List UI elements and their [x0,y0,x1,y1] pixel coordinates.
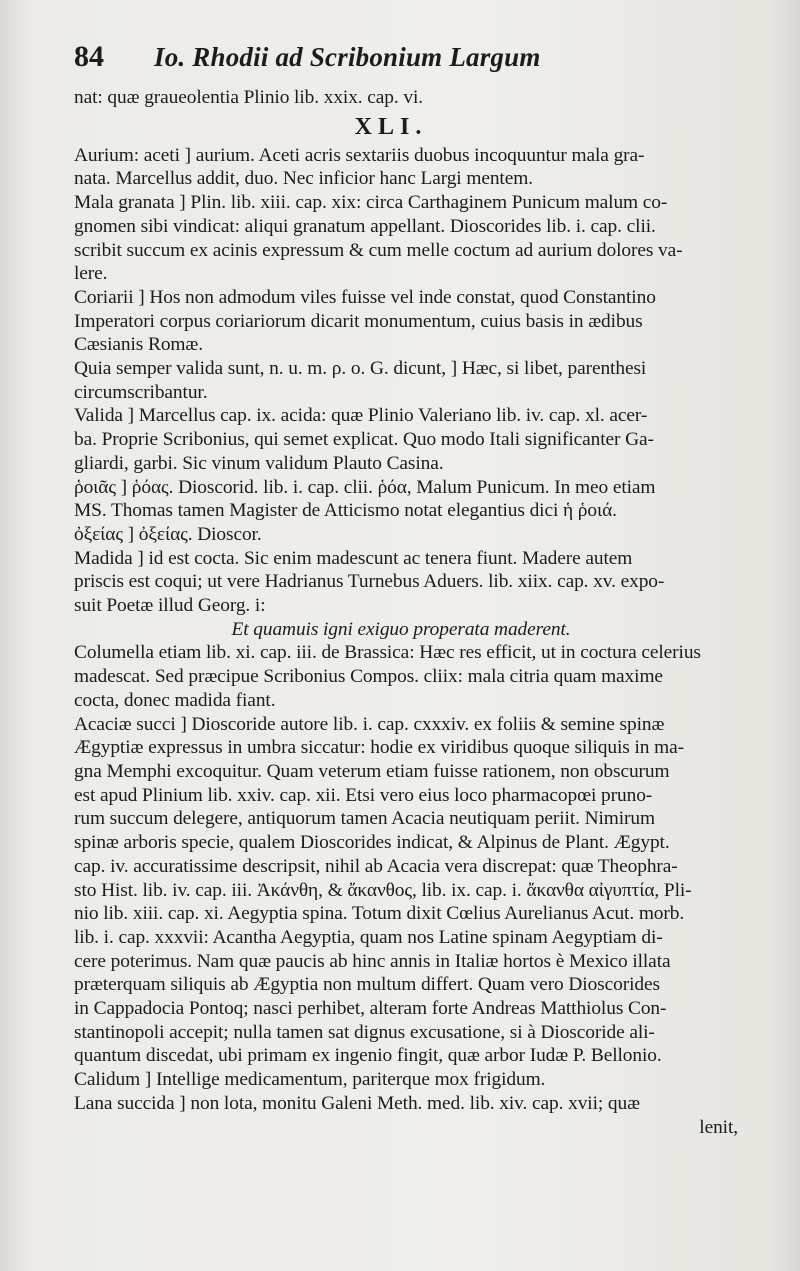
text-line: lere. [74,263,108,285]
text-line: rum succum delegere, antiquorum tamen Acacia neutiquam periit. Nimirum [74,808,655,830]
text-line: nio lib. xiii. cap. xi. Aegyptia spina. Totum dixit Cœlius Aurelianus Acut. morb. [74,903,685,925]
text-line: ba. Proprie Scribonius, qui semet explicat. Quo modo Itali significanter Ga- [74,429,654,451]
text-line: Acaciæ succi ] Dioscoride autore lib. i. cap. cxxxiv. ex foliis & semine spinæ [74,713,665,735]
verse-quotation: Et quamuis igni exiguo properata maderent. [231,618,571,640]
text-line: est apud Plinium lib. xxiv. cap. xii. Etsi vero eius loco pharmacopœi pruno- [74,784,653,806]
text-line: Valida ] Marcellus cap. ix. acida: quæ Plinio Valeriano lib. iv. cap. xl. acer- [74,405,648,427]
text-line: ῥοιᾶς ] ῥόας. Dioscorid. lib. i. cap. clii. ῥόα, Malum Punicum. In meo etiam [74,476,656,498]
text-line: madescat. Sed præcipue Scribonius Compos. cliix: mala citria quam maxime [74,666,663,688]
page-edge-shadow [770,0,800,1271]
running-head [74,40,748,86]
text-line: Aurium: aceti ] aurium. Aceti acris sextariis duobus incoquuntur mala gra- [74,144,645,166]
page-number: 84 [74,40,104,73]
text-line: ὀξείας ] ὀξείας. Dioscor. [74,523,262,545]
text-line: nat: quæ graueolentia Plinio lib. xxix. cap. vi. [74,87,424,108]
text-line: sto Hist. lib. iv. cap. iii. Ἀκάνθη, & ἄκανθος, lib. ix. cap. i. ἄκανθα αἰγυπτία, Pli- [74,879,692,901]
text-line: MS. Thomas tamen Magister de Atticismo notat elegantius dici ἡ ῥοιά. [74,500,617,522]
text-line: Mala granata ] Plin. lib. xiii. cap. xix: circa Carthaginem Punicum malum co- [74,192,668,214]
text-line: stantinopoli accepit; nulla tamen sat dignus excusatione, si à Dioscoride ali- [74,1021,655,1043]
section-heading: XLI. [354,113,428,140]
text-line: cocta, donec madida fiant. [74,689,276,711]
text-line: cere poterimus. Nam quæ paucis ab hinc annis in Italiæ hortos è Mexico illata [74,950,671,972]
text-line: lib. i. cap. xxxvii: Acantha Aegyptia, quam nos Latine spinam Aegyptiam di- [74,926,663,948]
text-line: Imperatori corpus coriariorum dicarit monumentum, cuius basis in ædibus [74,310,643,332]
text-line: Madida ] id est cocta. Sic enim madescunt ac tenera fiunt. Madere autem [74,547,633,569]
text-line: spinæ arboris specie, qualem Dioscorides indicat, & Alpinus de Plant. Ægypt. [74,832,670,854]
text-line: gnomen sibi vindicat: aliqui granatum appellant. Dioscorides lib. i. cap. clii. [74,215,656,237]
text-line: gna Memphi excoquitur. Quam veterum etiam fuisse rationem, non obscurum [74,760,670,782]
text-line: Lana succida ] non lota, monitu Galeni Meth. med. lib. xiv. cap. xvii; quæ [74,1092,640,1114]
catchword: lenit, [699,1116,738,1138]
text-line: scribit succum ex acinis expressum & cum melle coctum ad aurium dolores va- [74,239,683,261]
text-line: priscis est coqui; ut vere Hadrianus Turnebus Aduers. lib. xiix. cap. xv. expo- [74,571,665,593]
text-line: in Cappadocia Pontoq; nasci perhibet, alteram forte Andreas Matthiolus Con- [74,998,667,1020]
text-line: circumscribantur. [74,381,208,403]
running-title: Io. Rhodii ad Scribonium Largum [154,42,541,72]
text-line: Coriarii ] Hos non admodum viles fuisse vel inde constat, quod Constantino [74,286,656,308]
text-line: gliardi, garbi. Sic vinum validum Plauto Casina. [74,452,444,474]
text-line: Quia semper valida sunt, n. u. m. ρ. ο. G. dicunt, ] Hæc, si libet, parenthesi [74,358,647,380]
text-line: Ægyptiæ expressus in umbra siccatur: hodie ex viridibus quoque siliquis in ma- [74,737,684,759]
text-line: cap. iv. accuratissime descripsit, nihil ab Acacia vera discrepat: quæ Theophra- [74,855,678,877]
text-line: Columella etiam lib. xi. cap. iii. de Brassica: Hæc res efficit, ut in coctura celerius [74,642,701,664]
text-line: Calidum ] Intellige medicamentum, pariterque mox frigidum. [74,1069,546,1091]
text-line: nata. Marcellus addit, duo. Nec inficior hanc Largi mentem. [74,168,533,190]
text-line: quantum discedat, ubi primam ex ingenio fingit, quæ arbor Iudæ P. Bellonio. [74,1045,662,1067]
text-line: præterquam siliquis ab Ægyptia non multum differt. Quam vero Dioscorides [74,974,660,996]
text-line: suit Poetæ illud Georg. i: [74,595,266,617]
text-line: Cæsianis Romæ. [74,334,203,356]
